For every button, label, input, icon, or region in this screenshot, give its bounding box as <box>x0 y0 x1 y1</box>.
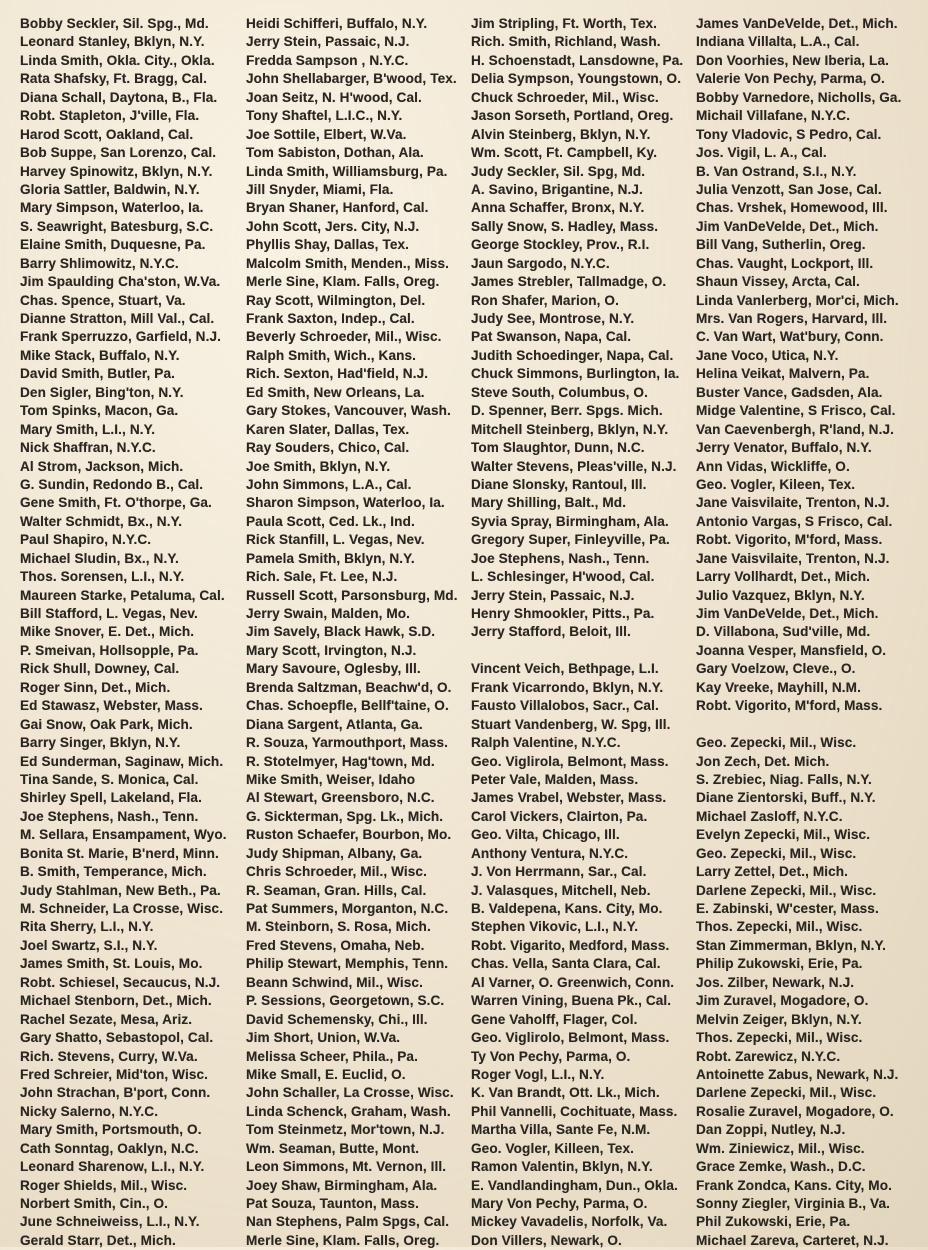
name-entry: S. Seawright, Batesburg, S.C. <box>20 218 214 234</box>
name-entry: Walter Stevens, Pleas'ville, N.J. <box>471 458 677 474</box>
name-entry: Judy Stahlman, New Beth., Pa. <box>20 882 221 898</box>
name-entry: Linda Schenck, Graham, Wash. <box>246 1103 451 1119</box>
name-entry: Mary Smith, L.I., N.Y. <box>20 421 156 437</box>
name-entry: Den Sigler, Bing'ton, N.Y. <box>20 384 184 400</box>
name-entry: Gloria Sattler, Baldwin, N.Y. <box>20 181 200 197</box>
name-entry: J. Valasques, Mitchell, Neb. <box>471 882 651 898</box>
name-entry: Robt. Vigorito, M'ford, Mass. <box>696 532 883 548</box>
name-entry: Diana Schall, Daytona, B., Fla. <box>20 89 218 105</box>
name-entry: Ralph Smith, Wich., Kans. <box>246 347 417 363</box>
name-entry: Frank Zondca, Kans. City, Mo. <box>696 1177 893 1193</box>
name-entry: P. Smeivan, Hollsopple, Pa. <box>20 642 199 658</box>
name-entry: Phil Vannelli, Cochituate, Mass. <box>471 1103 678 1119</box>
name-entry <box>471 642 696 660</box>
name-entry: Anna Schaffer, Bronx, N.Y. <box>471 200 645 216</box>
name-entry: John Strachan, B'port, Conn. <box>20 1085 211 1101</box>
name-entry: Pat Souza, Taunton, Mass. <box>246 1196 419 1211</box>
name-entry: Ty Von Pechy, Parma, O. <box>471 1048 631 1064</box>
name-entry: Michael Zasloff, N.Y.C. <box>696 808 843 824</box>
name-entry: Chuck Simmons, Burlington, Ia. <box>471 366 680 382</box>
name-entry: H. Schoenstadt, Lansdowne, Pa. <box>471 52 684 68</box>
name-entry: Jane Voco, Utica, N.Y. <box>696 347 839 363</box>
name-entry: Mike Snover, E. Det., Mich. <box>20 624 195 640</box>
name-entry: Judith Schoedinger, Napa, Cal. <box>471 347 674 363</box>
name-entry: Fred Schreier, Mid'ton, Wisc. <box>20 1066 209 1082</box>
name-entry: Gary Voelzow, Cleve., O. <box>696 661 856 677</box>
name-entry <box>696 716 918 734</box>
name-entry: Joan Seitz, N. H'wood, Cal. <box>246 89 422 105</box>
name-entry: Leonard Stanley, Bklyn, N.Y. <box>20 34 205 50</box>
name-entry: Jerry Swain, Malden, Mo. <box>246 606 411 621</box>
name-entry: Bob Suppe, San Lorenzo, Cal. <box>20 145 217 161</box>
name-entry: George Stockley, Prov., R.I. <box>471 237 650 253</box>
name-entry: Larry Vollhardt, Det., Mich. <box>696 569 871 585</box>
name-entry: Larry Zettel, Det., Mich. <box>696 864 849 880</box>
name-entry: K. Van Brandt, Ott. Lk., Mich. <box>471 1085 660 1101</box>
name-entry: Karen Slater, Dallas, Tex. <box>246 421 410 437</box>
name-entry: Ed Smith, New Orleans, La. <box>246 384 425 400</box>
name-entry: Ann Vidas, Wickliffe, O. <box>696 458 850 474</box>
name-entry: Bobby Seckler, Sil. Spg., Md. <box>20 16 209 31</box>
name-entry: Melvin Zeiger, Bklyn, N.Y. <box>696 1011 862 1027</box>
name-entry: Michail Villafane, N.Y.C. <box>696 108 851 124</box>
name-entry: Wm. Scott, Ft. Campbell, Ky. <box>471 145 658 161</box>
name-entry: G. Sickterman, Spg. Lk., Mich. <box>246 808 444 824</box>
name-entry: Jon Zech, Det. Mich. <box>696 753 830 769</box>
name-entry: Mary Shilling, Balt., Md. <box>471 495 627 511</box>
name-entry: Stuart Vandenberg, W. Spg, Ill. <box>471 716 671 732</box>
name-entry: Syvia Spray, Birmingham, Ala. <box>471 513 669 529</box>
name-entry: Valerie Von Pechy, Parma, O. <box>696 71 885 87</box>
name-entry: Jim VanDeVelde, Det., Mich. <box>696 218 879 234</box>
name-entry: P. Sessions, Georgetown, S.C. <box>246 993 445 1009</box>
name-entry: Robt. Vigarito, Medford, Mass. <box>471 937 670 953</box>
name-entry: Robt. Vigorito, M'ford, Mass. <box>696 698 883 714</box>
name-entry: Geo. Viglirola, Belmont, Mass. <box>471 753 669 769</box>
name-entry: Joe Sottile, Elbert, W.Va. <box>246 126 407 142</box>
name-entry: Shaun Vissey, Arcta, Cal. <box>696 274 860 290</box>
name-entry: Midge Valentine, S Frisco, Cal. <box>696 403 896 419</box>
name-entry: Anthony Ventura, N.Y.C. <box>471 845 629 861</box>
name-entry: Nick Shaffran, N.Y.C. <box>20 440 156 456</box>
name-entry: Russell Scott, Parsonsburg, Md. <box>246 587 458 603</box>
name-entry: John Scott, Jers. City, N.J. <box>246 218 420 234</box>
name-entry: A. Savino, Brigantine, N.J. <box>471 181 643 197</box>
name-entry: Sonny Ziegler, Virginia B., Va. <box>696 1196 890 1211</box>
name-entry: John Schaller, La Crosse, Wisc. <box>246 1085 454 1101</box>
name-entry: Vincent Veich, Bethpage, L.I. <box>471 661 659 677</box>
name-entry: Delia Sympson, Youngstown, O. <box>471 71 682 87</box>
name-entry: Steve South, Columbus, O. <box>471 384 648 400</box>
name-entry: R. Seaman, Gran. Hills, Cal. <box>246 882 427 898</box>
name-entry: Joe Smith, Bklyn, N.Y. <box>246 458 391 474</box>
name-entry: Mary Scott, Irvington, N.J. <box>246 642 417 658</box>
name-entry: Shirley Spell, Lakeland, Fla. <box>20 790 202 806</box>
name-entry: Ed Sunderman, Saginaw, Mich. <box>20 753 224 769</box>
name-entry: Wm. Seaman, Butte, Mont. <box>246 1140 420 1156</box>
name-entry: C. Van Wart, Wat'bury, Conn. <box>696 329 884 345</box>
name-entry: Mary Savoure, Oglesby, Ill. <box>246 661 421 677</box>
name-entry: Alvin Steinberg, Bklyn, N.Y. <box>471 126 651 142</box>
name-entry: Judy See, Montrose, N.Y. <box>471 311 635 326</box>
name-entry: Frank Saxton, Indep., Cal. <box>246 311 415 326</box>
name-entry: Ed Stawasz, Webster, Mass. <box>20 698 203 714</box>
name-entry: Geo. Zepecki, Mil., Wisc. <box>696 735 857 751</box>
name-entry: Rich. Smith, Richland, Wash. <box>471 34 661 50</box>
name-entry: June Schneiweiss, L.I., N.Y. <box>20 1214 200 1230</box>
name-entry: Henry Shmookler, Pitts., Pa. <box>471 606 655 621</box>
name-entry: Van Caevenbergh, R'land, N.J. <box>696 421 895 437</box>
name-entry: James Vrabel, Webster, Mass. <box>471 790 667 806</box>
name-entry: Diana Sargent, Atlanta, Ga. <box>246 716 423 732</box>
name-entry: Nicky Salerno, N.Y.C. <box>20 1103 159 1119</box>
name-entry: Norbert Smith, Cin., O. <box>20 1196 169 1211</box>
name-entry: Ruston Schaefer, Bourbon, Mo. <box>246 827 452 843</box>
name-entry: Jill Snyder, Miami, Fla. <box>246 181 394 197</box>
name-entry: B. Smith, Temperance, Mich. <box>20 864 207 880</box>
name-entry: Mike Small, E. Euclid, O. <box>246 1066 406 1082</box>
name-entry: Al Varner, O. Greenwich, Conn. <box>471 974 675 990</box>
name-entry: Carol Vickers, Clairton, Pa. <box>471 808 648 824</box>
name-entry: Rosalie Zuravel, Mogadore, O. <box>696 1103 894 1119</box>
name-entry: Tom Spinks, Macon, Ga. <box>20 403 179 419</box>
name-entry: Gene Vaholff, Flager, Col. <box>471 1011 638 1027</box>
name-entry: Tony Vladovic, S Pedro, Cal. <box>696 126 882 142</box>
name-entry: E. Vandlandingham, Dun., Okla. <box>471 1177 678 1193</box>
name-entry: Thos. Zepecki, Mil., Wisc. <box>696 1030 863 1046</box>
name-entry: Harod Scott, Oakland, Cal. <box>20 126 194 142</box>
name-entry: Rachel Sezate, Mesa, Ariz. <box>20 1011 193 1027</box>
name-entry: Rich. Sexton, Had'field, N.J. <box>246 366 429 382</box>
name-entry: B. Valdepena, Kans. City, Mo. <box>471 901 663 916</box>
name-entry: John Simmons, L.A., Cal. <box>246 476 412 492</box>
name-entry: Tina Sande, S. Monica, Cal. <box>20 771 199 787</box>
name-entry: R. Souza, Yarmouthport, Mass. <box>246 735 449 751</box>
name-entry: Jim Zuravel, Mogadore, O. <box>696 993 869 1009</box>
name-entry: Rick Stanfill, L. Vegas, Nev. <box>246 532 425 548</box>
name-entry: Brenda Saltzman, Beachw'd, O. <box>246 679 452 695</box>
name-entry: Mary Simpson, Waterloo, Ia. <box>20 200 204 216</box>
name-entry: Heidi Schifferi, Buffalo, N.Y. <box>246 16 428 31</box>
name-entry: Jim VanDeVelde, Det., Mich. <box>696 606 879 621</box>
name-entry: Rich. Stevens, Curry, W.Va. <box>20 1048 198 1064</box>
name-entry: Chuck Schroeder, Mil., Wisc. <box>471 89 659 105</box>
name-entry: Geo. Vogler, Killeen, Tex. <box>471 1140 635 1156</box>
name-entry: Evelyn Zepecki, Mil., Wisc. <box>696 827 871 843</box>
name-entry: Cath Sonntag, Oaklyn, N.C. <box>20 1140 199 1156</box>
name-entry: Barry Singer, Bklyn, N.Y. <box>20 735 181 751</box>
name-entry: M. Sellara, Ensampament, Wyo. <box>20 827 227 843</box>
name-entry: Ron Shafer, Marion, O. <box>471 292 619 308</box>
name-entry: Robt. Stapleton, J'ville, Fla. <box>20 108 200 124</box>
name-entry: Gai Snow, Oak Park, Mich. <box>20 716 193 732</box>
name-entry: D. Spenner, Berr. Spgs. Mich. <box>471 403 663 419</box>
name-entry: Judy Seckler, Sil. Spg, Md. <box>471 163 646 179</box>
name-entry: Mitchell Steinberg, Bklyn, N.Y. <box>471 421 669 437</box>
name-entry: Jerry Stafford, Beloit, Ill. <box>471 624 631 640</box>
name-entry: Maureen Starke, Petaluma, Cal. <box>20 587 225 603</box>
name-entry: Indiana Villalta, L.A., Cal. <box>696 34 860 50</box>
name-entry: M. Steinborn, S. Rosa, Mich. <box>246 919 431 935</box>
name-entry: Chas. Vella, Santa Clara, Cal. <box>471 956 661 972</box>
name-entry: Don Voorhies, New Iberia, La. <box>696 52 889 68</box>
name-entry: Tom Steinmetz, Mor'town, N.J. <box>246 1122 445 1138</box>
name-entry: Roger Vogl, L.I., N.Y. <box>471 1066 605 1082</box>
name-entry: Bryan Shaner, Hanford, Cal. <box>246 200 429 216</box>
name-entry: Ralph Valentine, N.Y.C. <box>471 735 621 751</box>
name-entry: Pamela Smith, Bklyn, N.Y. <box>246 550 415 566</box>
name-entry: G. Sundin, Redondo B., Cal. <box>20 476 204 492</box>
name-entry: Gary Stokes, Vancouver, Wash. <box>246 403 451 419</box>
name-entry: Joanna Vesper, Mansfield, O. <box>696 642 887 658</box>
name-entry: B. Van Ostrand, S.I., N.Y. <box>696 163 857 179</box>
name-entry: Chas. Schoepfle, Bellf'taine, O. <box>246 698 449 714</box>
name-entry: Jane Vaisvilaite, Trenton, N.J. <box>696 495 890 511</box>
name-entry: Helina Veikat, Malvern, Pa. <box>696 366 870 382</box>
name-entry: Michael Sludin, Bx., N.Y. <box>20 550 179 566</box>
name-entry: Mrs. Van Rogers, Harvard, Ill. <box>696 311 888 326</box>
name-entry: Merle Sine, Klam. Falls, Oreg. <box>246 274 440 290</box>
name-entry: R. Stotelmyer, Hag'town, Md. <box>246 753 435 769</box>
name-entry: Philip Zukowski, Erie, Pa. <box>696 956 863 972</box>
name-entry: Rick Shull, Downey, Cal. <box>20 661 180 677</box>
name-entry: Beverly Schroeder, Mil., Wisc. <box>246 329 442 345</box>
name-entry: Martha Villa, Sante Fe, N.M. <box>471 1122 651 1138</box>
name-entry: Jim Short, Union, W.Va. <box>246 1030 401 1046</box>
name-entry: Paula Scott, Ced. Lk., Ind. <box>246 513 415 529</box>
name-entry: Tom Sabiston, Dothan, Ala. <box>246 145 424 161</box>
name-entry: S. Zrebiec, Niag. Falls, N.Y. <box>696 771 872 787</box>
name-entry: Dan Zoppi, Nutley, N.J. <box>696 1122 846 1138</box>
name-entry: Mike Smith, Weiser, Idaho <box>246 771 416 787</box>
name-entry: Stan Zimmerman, Bklyn, N.Y. <box>696 937 887 953</box>
name-entry: Julia Venzott, San Jose, Cal. <box>696 181 882 197</box>
name-entry: Malcolm Smith, Menden., Miss. <box>246 255 450 271</box>
name-column-1 <box>20 15 246 1250</box>
name-entry: Thos. Zepecki, Mil., Wisc. <box>696 919 863 935</box>
name-entry: Phyllis Shay, Dallas, Tex. <box>246 237 410 253</box>
name-entry: Merle Sine, Klam. Falls, Oreg. <box>246 1232 440 1248</box>
name-entry: Jerry Stein, Passaic, N.J. <box>471 587 635 603</box>
name-entry: Buster Vance, Gadsden, Ala. <box>696 384 883 400</box>
name-entry: Pat Summers, Morganton, N.C. <box>246 901 449 916</box>
name-entry: Stephen Vikovic, L.I., N.Y. <box>471 919 639 935</box>
name-entry: M. Schneider, La Crosse, Wisc. <box>20 901 224 916</box>
name-entry: L. Schlesinger, H'wood, Cal. <box>471 569 655 585</box>
name-entry: Thos. Sorensen, L.I., N.Y. <box>20 569 185 585</box>
name-entry: James Strebler, Tallmadge, O. <box>471 274 667 290</box>
name-entry: Geo. Vogler, Kileen, Tex. <box>696 476 856 492</box>
name-entry: Rita Sherry, L.I., N.Y. <box>20 919 154 935</box>
name-entry: Grace Zemke, Wash., D.C. <box>696 1159 866 1175</box>
name-entry: Michael Zareva, Carteret, N.J. <box>696 1232 889 1248</box>
name-entry: Phil Zukowski, Erie, Pa. <box>696 1214 851 1230</box>
name-entry: David Smith, Butler, Pa. <box>20 366 175 382</box>
name-entry: Don Villers, Newark, O. <box>471 1232 622 1248</box>
name-entry: Judy Shipman, Albany, Ga. <box>246 845 423 861</box>
name-entry: Jos. Vigil, L. A., Cal. <box>696 145 827 161</box>
name-entry: Paul Shapiro, N.Y.C. <box>20 532 152 548</box>
name-entry: Philip Stewart, Memphis, Tenn. <box>246 956 449 972</box>
name-entry: Elaine Smith, Duquesne, Pa. <box>20 237 206 253</box>
name-entry: Julio Vazquez, Bklyn, N.Y. <box>696 587 865 603</box>
name-entry: Bobby Varnedore, Nicholls, Ga. <box>696 89 902 105</box>
name-entry: Diane Zientorski, Buff., N.Y. <box>696 790 876 806</box>
name-entry: Jim Savely, Black Hawk, S.D. <box>246 624 436 640</box>
name-entry: Linda Vanlerberg, Mor'ci, Mich. <box>696 292 899 308</box>
name-entry: Darlene Zepecki, Mil., Wisc. <box>696 882 877 898</box>
name-entry: Bill Stafford, L. Vegas, Nev. <box>20 606 198 621</box>
name-entry: Jerry Venator, Buffalo, N.Y. <box>696 440 872 456</box>
name-entry: Warren Vining, Buena Pk., Cal. <box>471 993 672 1009</box>
name-entry: Gregory Super, Finleyville, Pa. <box>471 532 670 548</box>
name-entry: Pat Swanson, Napa, Cal. <box>471 329 632 345</box>
name-entry: Chris Schroeder, Mil., Wisc. <box>246 864 427 880</box>
name-entry: Linda Smith, Williamsburg, Pa. <box>246 163 448 179</box>
name-entry: Mickey Vavadelis, Norfolk, Va. <box>471 1214 668 1230</box>
name-entry: Chas. Spence, Stuart, Va. <box>20 292 186 308</box>
name-entry: James Smith, St. Louis, Mo. <box>20 956 203 972</box>
name-entry: James VanDeVelde, Det., Mich. <box>696 16 898 31</box>
name-entry: Rich. Sale, Ft. Lee, N.J. <box>246 569 398 585</box>
name-entry: Roger Shields, Mil., Wisc. <box>20 1177 188 1193</box>
name-entry: Dianne Stratton, Mill Val., Cal. <box>20 311 215 326</box>
name-entry: Barry Shlimowitz, N.Y.C. <box>20 255 179 271</box>
name-entry: Frank Sperruzzo, Garfield, N.J. <box>20 329 222 345</box>
name-entry: Robt. Zarewicz, N.Y.C. <box>696 1048 841 1064</box>
name-entry: Jaun Sargodo, N.Y.C. <box>471 255 610 271</box>
name-entry: Al Stewart, Greensboro, N.C. <box>246 790 435 806</box>
name-entry: D. Villabona, Sud'ville, Md. <box>696 624 871 640</box>
name-entry: Joe Stephens, Nash., Tenn. <box>471 550 650 566</box>
name-entry: Antonio Vargas, S Frisco, Cal. <box>696 513 893 529</box>
name-entry: Geo. Viglirolo, Belmont, Mass. <box>471 1030 670 1046</box>
name-entry: Tom Slaughtor, Dunn, N.C. <box>471 440 645 456</box>
name-entry: Jerry Stein, Passaic, N.J. <box>246 34 410 50</box>
name-entry: Fred Stevens, Omaha, Neb. <box>246 937 425 953</box>
name-entry: Mary Von Pechy, Parma, O. <box>471 1196 648 1211</box>
name-entry: Darlene Zepecki, Mil., Wisc. <box>696 1085 877 1101</box>
name-entry: Leon Simmons, Mt. Vernon, Ill. <box>246 1159 447 1175</box>
name-column-4 <box>696 15 918 1250</box>
name-entry: Jason Sorseth, Portland, Oreg. <box>471 108 674 124</box>
name-column-3 <box>471 15 696 1250</box>
name-entry: Harvey Spinowitz, Bklyn, N.Y. <box>20 163 213 179</box>
name-entry: Diane Slonsky, Rantoul, Ill. <box>471 476 647 492</box>
name-entry: Jim Spaulding Cha'ston, W.Va. <box>20 274 221 290</box>
name-entry: Roger Sinn, Det., Mich. <box>20 679 171 695</box>
name-entry: Gary Shatto, Sebastopol, Cal. <box>20 1030 214 1046</box>
name-entry: Bonita St. Marie, B'nerd, Minn. <box>20 845 219 861</box>
name-entry: Joe Stephens, Nash., Tenn. <box>20 808 199 824</box>
name-entry: Al Strom, Jackson, Mich. <box>20 458 184 474</box>
name-entry: Sally Snow, S. Hadley, Mass. <box>471 218 659 234</box>
name-entry: Linda Smith, Okla. City., Okla. <box>20 52 215 68</box>
name-entry: J. Von Herrmann, Sar., Cal. <box>471 864 647 880</box>
name-entry: Jim Stripling, Ft. Worth, Tex. <box>471 16 658 31</box>
name-entry: Nan Stephens, Palm Spgs, Cal. <box>246 1214 450 1230</box>
name-entry: Rata Shafsky, Ft. Bragg, Cal. <box>20 71 207 87</box>
name-entry: John Shellabarger, B'wood, Tex. <box>246 71 457 87</box>
name-entry: Joey Shaw, Birmingham, Ala. <box>246 1177 438 1193</box>
name-entry: David Schemensky, Chi., Ill. <box>246 1011 428 1027</box>
name-entry: Bill Vang, Sutherlin, Oreg. <box>696 237 866 253</box>
name-entry: Beann Schwind, Mil., Wisc. <box>246 974 423 990</box>
name-entry: Kay Vreeke, Mayhill, N.M. <box>696 679 861 695</box>
name-entry: Jos. Zilber, Newark, N.J. <box>696 974 855 990</box>
name-entry: Michael Stenborn, Det., Mich. <box>20 993 212 1009</box>
name-entry: Fredda Sampson , N.Y.C. <box>246 52 409 68</box>
name-column-2 <box>246 15 471 1250</box>
name-entry: E. Zabinski, W'cester, Mass. <box>696 901 879 916</box>
name-entry: Peter Vale, Malden, Mass. <box>471 771 639 787</box>
name-entry: Antoinette Zabus, Newark, N.J. <box>696 1066 899 1082</box>
name-entry: Gerald Starr, Det., Mich. <box>20 1232 176 1248</box>
name-entry: Tony Shaftel, L.I.C., N.Y. <box>246 108 403 124</box>
name-entry: Chas. Vaught, Lockport, Ill. <box>696 255 874 271</box>
name-entry: Geo. Zepecki, Mil., Wisc. <box>696 845 857 861</box>
name-entry: Ray Scott, Wilmington, Del. <box>246 292 426 308</box>
name-entry: Gene Smith, Ft. O'thorpe, Ga. <box>20 495 212 511</box>
name-entry: Jane Vaisvilaite, Trenton, N.J. <box>696 550 890 566</box>
name-entry: Leonard Sharenow, L.I., N.Y. <box>20 1159 205 1175</box>
name-entry: Mike Stack, Buffalo, N.Y. <box>20 347 180 363</box>
name-entry: Walter Schmidt, Bx., N.Y. <box>20 513 183 529</box>
name-entry: Sharon Simpson, Waterloo, Ia. <box>246 495 445 511</box>
name-entry: Robt. Schiesel, Secaucus, N.J. <box>20 974 221 990</box>
name-entry: Ramon Valentin, Bklyn, N.Y. <box>471 1159 653 1175</box>
name-entry: Wm. Ziniewicz, Mil., Wisc. <box>696 1140 865 1156</box>
name-entry: Mary Smith, Portsmouth, O. <box>20 1122 202 1138</box>
name-entry: Chas. Vrshek, Homewood, Ill. <box>696 200 888 216</box>
name-entry: Ray Souders, Chico, Cal. <box>246 440 410 456</box>
name-entry: Geo. Vilta, Chicago, Ill. <box>471 827 620 843</box>
name-entry: Joel Swartz, S.I., N.Y. <box>20 937 158 953</box>
name-entry: Fausto Villalobos, Sacr., Cal. <box>471 698 659 714</box>
name-entry: Melissa Scheer, Phila., Pa. <box>246 1048 418 1064</box>
name-entry: Frank Vicarrondo, Bklyn, N.Y. <box>471 679 664 695</box>
